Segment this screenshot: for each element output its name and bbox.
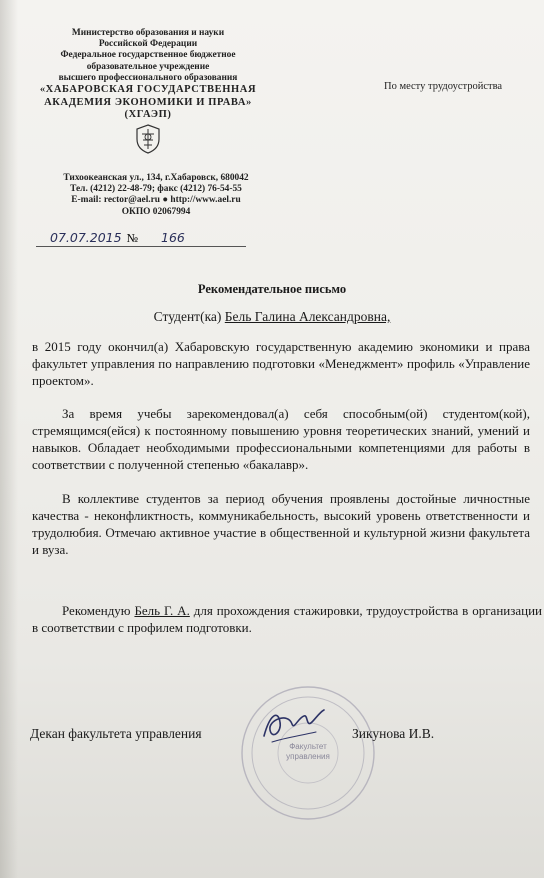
student-label: Студент(ка)	[153, 309, 222, 324]
letter-title: Рекомендательное письмо	[197, 282, 347, 296]
student-name: Бель Галина Александровна,	[224, 309, 391, 324]
letterhead	[30, 28, 266, 158]
stamp-text: управления	[286, 752, 330, 761]
handwritten-signature	[258, 700, 328, 750]
letterhead-line: Министерство образования и науки	[71, 28, 225, 38]
recommended-name: Бель Г. А.	[134, 603, 190, 618]
paragraph-study	[32, 405, 530, 473]
paragraph-graduation: в 2015 году окончил(а) Хабаровскую государственную академию экономики и права факультет управления по направлению подготовки «Менеджмент» профиль «Управление проектом».	[32, 339, 530, 388]
page-shadow	[0, 0, 18, 878]
letterhead-address	[36, 173, 276, 218]
okpo-line: ОКПО 02067994	[121, 206, 191, 217]
academy-name: АКАДЕМИЯ ЭКОНОМИКИ И ПРАВА»	[44, 96, 252, 108]
paragraph-qualities-text: В коллективе студентов за период обучения проявлены достойные личностные качества - неконфликтность, коммуникабельность, высокий уровень ответственности и трудолюбия. Отмечаю активное участие в общественной и культурной жизни факультета и вуза.	[32, 491, 530, 557]
academy-abbr: (ХГАЭП)	[124, 109, 172, 121]
document-date: 07.07.2015	[50, 230, 122, 245]
phone-line: Тел. (4212) 22-48-79; факс (4212) 76-54-55	[70, 184, 242, 195]
letterhead-line: высшего профессионального образования	[58, 72, 238, 83]
paragraph-study-text: За время учебы зарекомендовал(а) себя способным(ой) студентом(кой), стремящимся(ейся) к постоянному повышению уровня теоретических знаний, умений и навыков. Обладает необходимыми профессиональными компетенциями для работы в соответствии с полученной степенью «бакалавр».	[32, 406, 530, 472]
paragraph-qualities	[32, 490, 530, 558]
recommend-word: Рекомендую	[62, 603, 131, 618]
paragraph-recommendation	[32, 602, 542, 636]
document-number: 166	[161, 230, 185, 245]
document-date-number	[36, 230, 246, 247]
recommend-text: для прохождения стажировки, трудоустройства в организации в соответствии с профилем подготовки.	[32, 603, 543, 635]
signatory-name: Зикунова И.В.	[352, 726, 435, 741]
signatory-position: Декан факультета управления	[30, 726, 202, 741]
letterhead-line: Федеральное государственное бюджетное	[60, 50, 236, 61]
contact-line: E-mail: rector@ael.ru ● http://www.ael.ru	[71, 195, 241, 206]
academy-name: «ХАБАРОВСКАЯ ГОСУДАРСТВЕННАЯ	[39, 84, 257, 96]
letterhead-line: Российской Федерации	[98, 39, 198, 50]
address-line: Тихоокеанская ул., 134, г.Хабаровск, 680042	[63, 173, 249, 183]
letterhead-line: образовательное учреждение	[86, 61, 210, 72]
number-sign: №	[126, 231, 139, 245]
student-line	[0, 309, 544, 325]
stamp-text: Факультет	[289, 742, 327, 751]
recipient: По месту трудоустройства	[384, 81, 503, 92]
academy-emblem-icon	[135, 124, 161, 154]
